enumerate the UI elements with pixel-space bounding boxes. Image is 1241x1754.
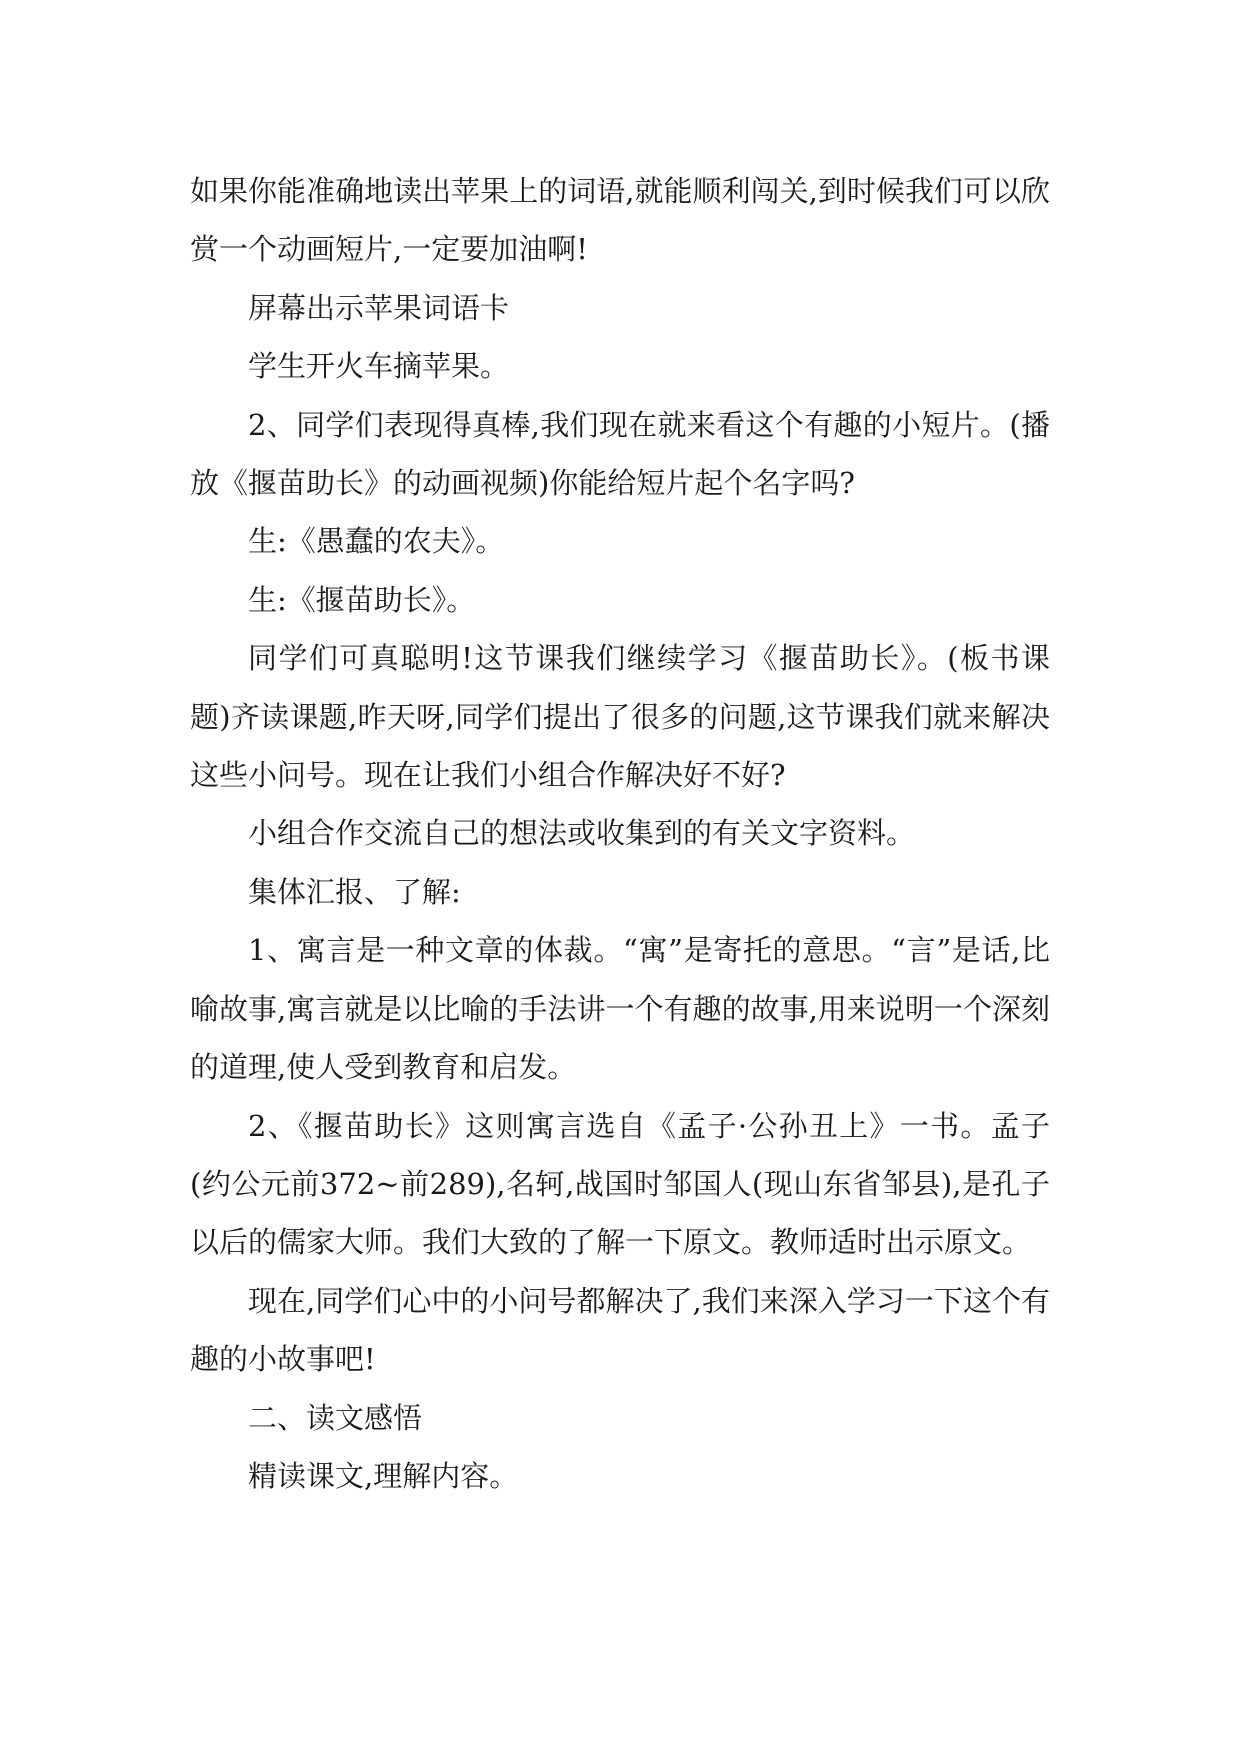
paragraph-group-work: 小组合作交流自己的想法或收集到的有关文字资料。 xyxy=(248,816,916,851)
paragraph-mencius: 2、《揠苗助长》这则寓言选自《孟子·公孙丑上》一书。孟子(约公元前372~前289),名轲,战国时邹国人(现山东省邹县),是孔子以后的儒家大师。我们大致的了解一下原文。教师适时出示原文。 xyxy=(190,1108,1050,1260)
section-heading-reading: 二、读文感悟 xyxy=(248,1400,423,1435)
paragraph-report: 集体汇报、了解: xyxy=(248,874,461,909)
paragraph-close-reading: 精读课文,理解内容。 xyxy=(248,1458,519,1493)
paragraph-lesson-title: 同学们可真聪明!这节课我们继续学习《揠苗助长》。(板书课题)齐读课题,昨天呀,同学们提出了很多的问题,这节课我们就来解决这些小问号。现在让我们小组合作解决好不好? xyxy=(190,641,1050,793)
paragraph-intro: 如果你能准确地读出苹果上的词语,就能顺利闯关,到时候我们可以欣赏一个动画短片,一定要加油啊! xyxy=(190,174,1050,267)
paragraph-video: 2、同学们表现得真棒,我们现在就来看这个有趣的小短片。(播放《揠苗助长》的动画视频)你能给短片起个名字吗? xyxy=(190,407,1050,501)
paragraph-student-answer-2: 生:《揠苗助长》。 xyxy=(248,582,476,617)
document-body xyxy=(190,162,1050,1505)
paragraph-screen-cards: 屏幕出示苹果词语卡 xyxy=(248,290,510,325)
paragraph-train-game: 学生开火车摘苹果。 xyxy=(248,349,510,384)
paragraph-student-answer-1: 生:《愚蠢的农夫》。 xyxy=(248,524,505,559)
paragraph-fable-definition: 1、寓言是一种文章的体裁。“寓”是寄托的意思。“言”是话,比喻故事,寓言就是以比喻的手法讲一个有趣的故事,用来说明一个深刻的道理,使人受到教育和启发。 xyxy=(190,933,1050,1085)
paragraph-transition: 现在,同学们心中的小问号都解决了,我们来深入学习一下这个有趣的小故事吧! xyxy=(190,1283,1050,1377)
